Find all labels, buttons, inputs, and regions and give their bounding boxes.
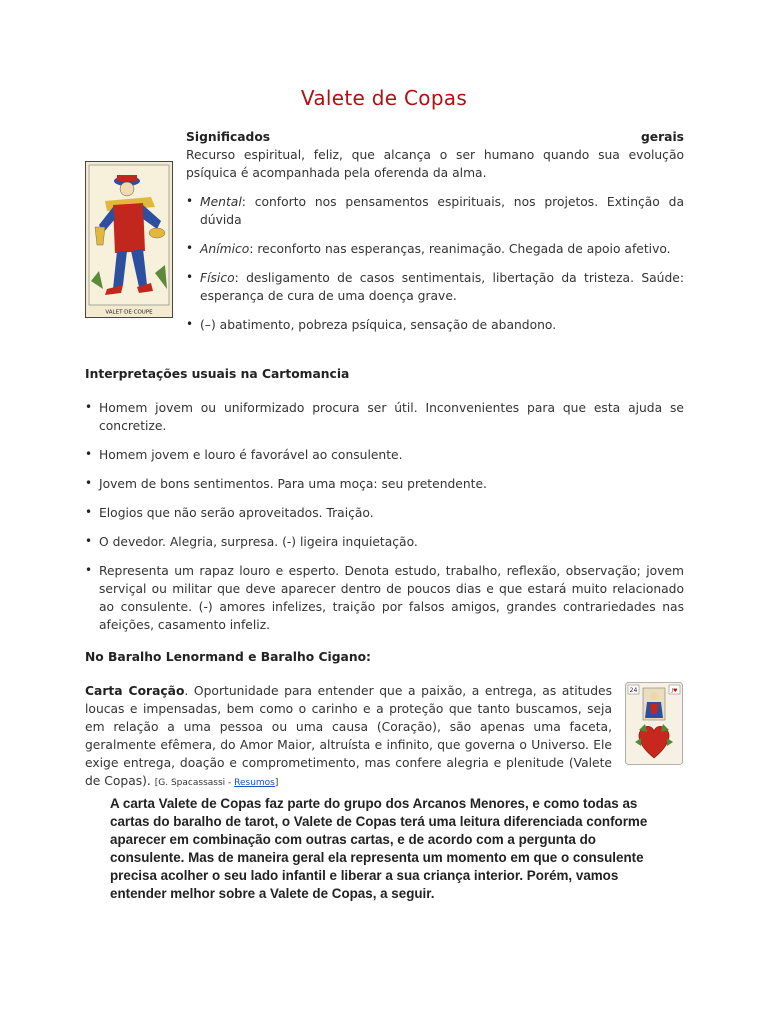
significados-heading-right: gerais [640, 130, 684, 144]
list-item: • Jovem de bons sentimentos. Para uma moça: seu pretendente. [85, 475, 684, 493]
list-item [186, 269, 684, 305]
item-label: Anímico [200, 242, 250, 256]
closing-paragraph: A carta Valete de Copas faz parte do grupo dos Arcanos Menores, e como todas as cartas do baralho de tarot, o Valete de Copas terá uma leitura diferenciada conforme aparecer em combinação com outras cartas, e de acordo com a pergunta do consulente. Mas de maneira geral ela representa um momento em que o consulente precisa acolher o seu lado infantil e liberar a sua criança interior. Porém, vamos entender melhor sobre a Valete de Copas, a seguir. [110, 796, 648, 901]
significados-list [186, 193, 684, 345]
interpretacoes-list [85, 399, 684, 645]
interpretacoes-heading: Interpretações usuais na Cartomancia [85, 367, 350, 381]
list-item [186, 240, 684, 258]
citation-prefix: [G. Spacassassi - [154, 778, 235, 788]
carta-coracao-lead: Carta Coração [85, 684, 185, 698]
item-text: : desligamento de casos sentimentais, libertação da tristeza. Saúde: esperança de cura de uma doença grave. [200, 271, 684, 303]
citation [155, 778, 279, 788]
list-item [186, 193, 684, 229]
citation-suffix: ] [274, 778, 279, 788]
baralho-heading: No Baralho Lenormand e Baralho Cigano: [85, 650, 371, 664]
valet-de-coupe-card-image [85, 161, 173, 318]
list-item: • Homem jovem ou uniformizado procura ser útil. Inconvenientes para que esta ajuda se concretize. [85, 399, 684, 435]
item-label: Mental [200, 195, 242, 209]
item-label: Físico [200, 271, 235, 285]
significados-heading [186, 128, 684, 146]
list-item: • Elogios que não serão aproveitados. Traição. [85, 504, 684, 522]
list-item: • Homem jovem e louro é favorável ao consulente. [85, 446, 684, 464]
list-item: • O devedor. Alegria, surpresa. (-) ligeira inquietação. [85, 533, 684, 551]
page-title: Valete de Copas [300, 86, 468, 110]
card-number: 24 [629, 687, 638, 694]
item-text: : reconforto nas esperanças, reanimação. Chegada de apoio afetivo. [249, 242, 671, 256]
significados-heading-left: Significados [186, 130, 271, 144]
significados-text: Recurso espiritual, feliz, que alcança o ser humano quando sua evolução psíquica é acompanhada pela oferenda da alma. [186, 148, 684, 180]
card-caption: VALET·DE·COUPE [105, 309, 153, 316]
list-item [186, 316, 684, 334]
resumos-link[interactable]: Resumos [234, 778, 275, 788]
item-text: (–) abatimento, pobreza psíquica, sensação de abandono. [200, 318, 557, 332]
list-item: • Representa um rapaz louro e esperto. Denota estudo, trabalho, reflexão, observação; jovem serviçal ou militar que deve aparecer dentro de poucos dias e que estará muito relacionado ao consulente. (-) amores infelizes, traição por falsos amigos, grandes contrariedades nas afeições, casamento infeliz. [85, 562, 684, 634]
carta-coracao-text: . Oportunidade para entender que a paixão, a entrega, as atitudes loucas e impensadas, bem como o carinho e a proteção que tanto buscamos, seja em relação a uma pessoa ou uma causa (Coração), são apenas uma faceta, geralmente efêmera, do Amor Maior, altruísta e infinito, que governa o Universo. Ele exige entrega, doação e comprometimento, mas confere alegria e plenitude (Valete de Copas). [85, 684, 613, 788]
lenormand-heart-card-image [625, 682, 683, 765]
carta-coracao-paragraph [85, 682, 612, 792]
item-text: : conforto nos pensamentos espirituais, nos projetos. Extinção da dúvida [200, 195, 684, 227]
card-corner: J♥ [671, 688, 678, 694]
